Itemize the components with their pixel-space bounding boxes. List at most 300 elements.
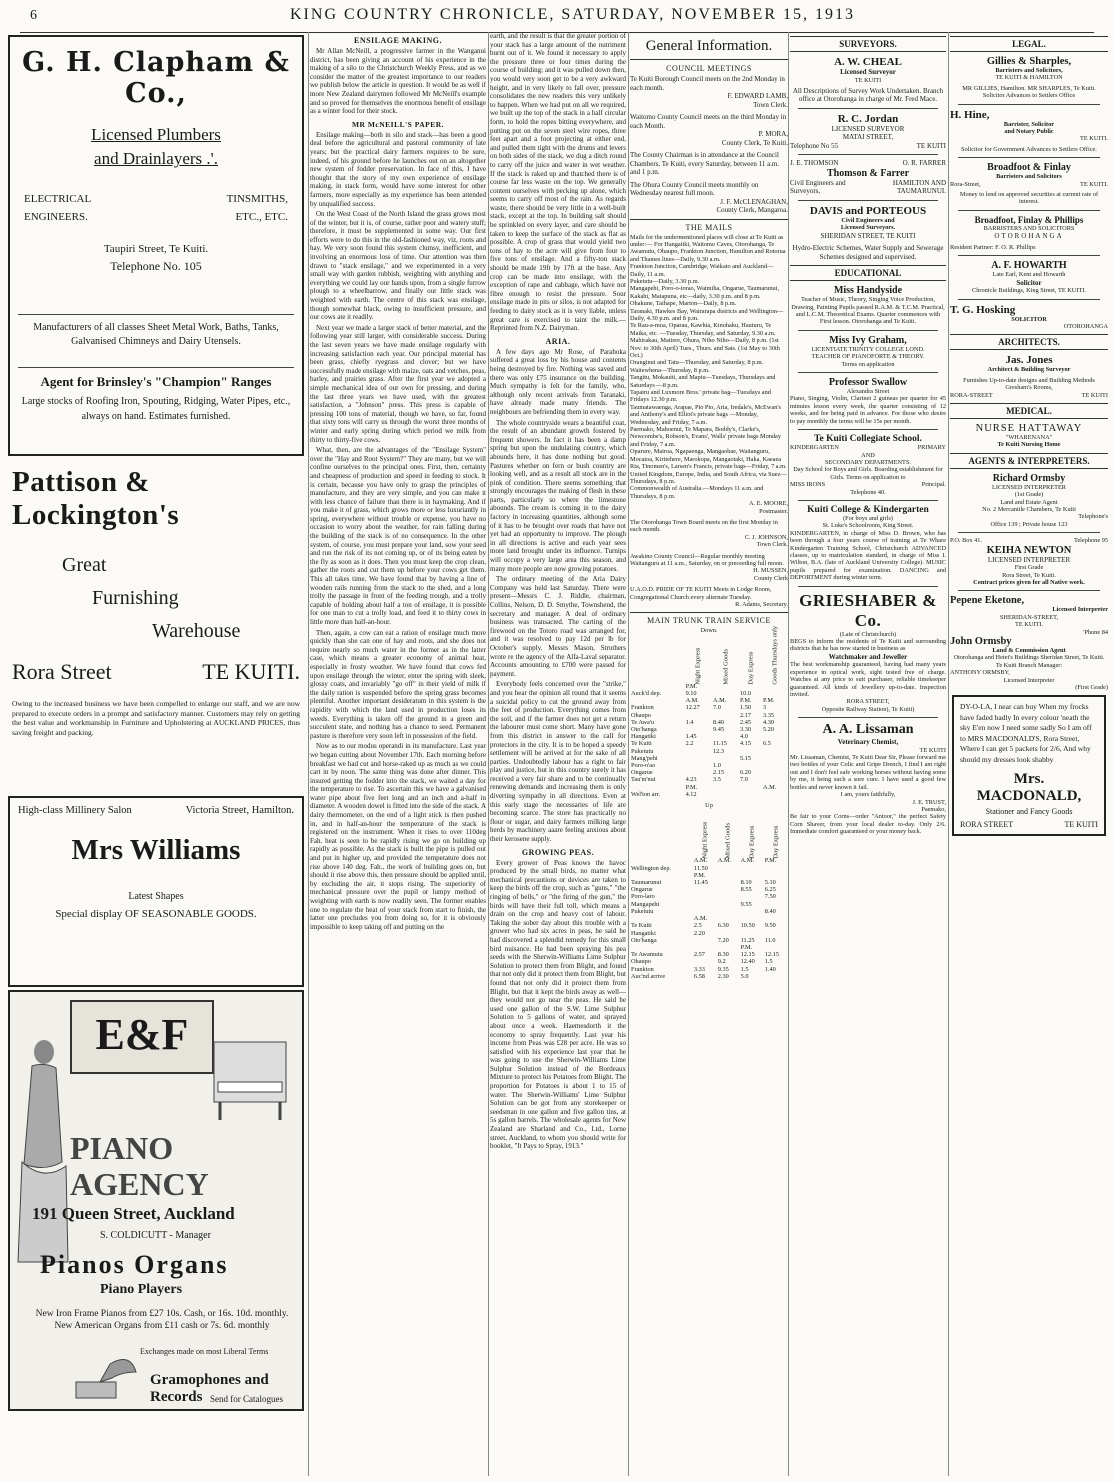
departure-time: 4.23 xyxy=(685,776,697,784)
train-col-header: Day Express xyxy=(748,825,756,859)
divider xyxy=(798,154,938,155)
divider xyxy=(798,500,938,501)
kc-for: (For boys and girls) xyxy=(843,514,893,522)
aria-para: The whole countryside wears a beautiful coat, the result of an abundant growth fostered by frequent showers. In fact it has been a damp spring but upon the undulating country, which abounds here, it has done nothing but good. Pastures whether on fern or bush country are looking well, and as a result all stock are in the pink of condition. There seems something that strongly encourages the making of flesh in these parts, particularly so where the limestone abounds. The cream is coming in to the dairy factory in increasing quantities, although some of it has to be brought over roads that have not yet had an opportunity to improve. The plough in all directions is active and each year sees more land brought under its influence. Turnips will occupy a very large area this season, and many more people are now growing potatoes. xyxy=(490,418,626,573)
notice-sign: F. EDWARD LAMB, xyxy=(727,92,788,100)
departure-time xyxy=(717,893,740,900)
station-name: Te Kuiti xyxy=(631,740,652,748)
coll-sign-left: MISS IRONS xyxy=(790,481,826,489)
departure-time: 2.57 xyxy=(693,951,705,959)
departure-time: 9.35 xyxy=(717,965,729,973)
station-name: Wel'ton arr. xyxy=(631,790,660,798)
john-ormsby-title: Land & Commission Agent xyxy=(992,646,1066,654)
station-name: Hangatiki xyxy=(631,733,656,741)
departure-time: 6.58 xyxy=(693,972,705,980)
departure-time xyxy=(712,755,739,762)
jordan-tel-row xyxy=(790,142,946,151)
clapham-line2: and Drainlayers .'. xyxy=(94,149,218,168)
departure-time: 2.15 xyxy=(712,769,725,777)
collegiate-depts xyxy=(790,444,946,451)
pattison-warehouse: Warehouse xyxy=(152,620,241,642)
train-up-label: Up xyxy=(705,802,713,810)
mails-heading: THE MAILS xyxy=(630,219,788,232)
departure-time xyxy=(685,755,712,762)
nurse-home: "WHARENANA" xyxy=(1005,433,1053,441)
departure-time: 9.45 xyxy=(712,726,725,734)
williams-latest: Latest Shapes xyxy=(128,891,184,902)
lissaman-letter: Mr. Lissaman, Chemist, Te Kuiti Dear Sir, Please forward me two bottles of your Colic and Gripe Drench, I find I am right out and I don't feel safe working horses without having some by me, it being such a sure cure. I have used a good few bottles and never known it fail. xyxy=(790,754,946,791)
departure-time xyxy=(740,908,764,915)
notice-role: Town Clerk. xyxy=(753,100,788,109)
nurse-name: NURSE HATTAWAY xyxy=(975,422,1083,434)
notice-sign: P. MORA, xyxy=(758,130,788,138)
departure-time xyxy=(693,901,717,908)
howarth-late: Late Earl, Kent and Howarth xyxy=(992,271,1066,279)
dp-t2: Licensed Surveyors. xyxy=(840,224,896,232)
departure-time xyxy=(717,872,740,879)
hosking-town: OTOROHANGA xyxy=(1063,322,1108,330)
bf-body: Money to lend on approved securities at current rate of interest. xyxy=(959,191,1099,206)
column-ensilage xyxy=(310,32,486,1476)
jones-address xyxy=(950,392,1108,399)
mail-item: Frankton Junction, Cambridge, Waikato and Auckland—Daily, 11 a.m. xyxy=(630,263,774,278)
notice-text: Waitomo County Council meets on the third Monday in each Month. xyxy=(630,113,787,130)
newton-street: Rora Street, Te Kuiti. xyxy=(1002,571,1056,579)
piano-terms: New Iron Frame Pianos from £27 10s. Cash, or 16s. 10d. monthly. New American Organs from £11 cash or 7s. 6d. monthly xyxy=(35,1309,289,1331)
station-name: Wellington dep. xyxy=(631,864,672,872)
notice-role: County Clerk xyxy=(753,574,788,582)
departure-time: 1.40 xyxy=(764,965,776,973)
timetable-row xyxy=(630,762,788,769)
departure-time xyxy=(764,973,788,980)
coll-left: KINDERGARTEN xyxy=(790,444,839,452)
departure-time xyxy=(712,791,739,798)
timetable-row xyxy=(630,966,788,973)
notice xyxy=(630,181,788,215)
departure-time xyxy=(717,901,740,908)
clapham-telephone: Telephone No. 105 xyxy=(110,259,202,273)
tf-body-right: HAMILTON AND TAUMARUNUI. xyxy=(892,178,946,196)
departure-time: P.M. xyxy=(764,857,777,865)
mail-item: Oparure, Mairoa, Ngapaenga, Mangaobae, Waitanguru, Mocatoa, Kiritehere, Marokopa, Mangaotaki, Haka, Kaeaea Ria, Tinomen's, Larsen's Francis, private bags—Friday, 7 a.m. xyxy=(630,448,787,471)
mail-item: Puketutu—Daily, 3.30 p.m. xyxy=(630,277,700,285)
jones-town: TE KUITI xyxy=(1081,391,1108,399)
ormsby-t2: (1st Grade) xyxy=(1014,491,1044,499)
station-name xyxy=(630,784,685,791)
departure-time: 8.40 xyxy=(764,907,776,915)
mail-item: Mails for the undermentioned places will close at Te Kuiti as under:— For Hangatiki, Waitomo Caves, Otorohanga, Te Awamutu, Ohaupo, Frankton Junction, Hamilton and Rotorua and Thames lines—Daily, 9.30 a.m. xyxy=(630,233,786,263)
departure-time xyxy=(693,944,717,951)
newton-box: P.O. Box 41. xyxy=(950,537,983,545)
pianos-organs: Pianos Organs xyxy=(40,1250,229,1279)
departure-time: 5.20 xyxy=(763,726,775,734)
lissaman-place: Paemako, xyxy=(921,805,946,813)
john-ormsby-name: John Ormsby xyxy=(950,635,1012,647)
departure-time xyxy=(740,865,764,872)
timetable-row xyxy=(630,922,788,929)
timetable-row xyxy=(630,937,788,944)
architects-heading: ARCHITECTS. xyxy=(950,334,1108,350)
pianist-illustration xyxy=(14,1022,70,1272)
mail-item: Taranaki, Hawkes Bay, Wairarapa districts and Wellington—Daily, 4.30 p.m. and 8 p.m. xyxy=(630,307,784,322)
aria-para: The ordinary meeting of the Aria Dairy Company was held last Saturday. There were present—Messrs C. J. Riddle, chairman, Collins, Nelson, D. D. Smythe, Townshend, the secretary and manager. A deal of ordinary business was transacted. The carting of the firewood on the Totoro road was arranged for, and it was resolved to pay 12d per lb for October's supply. Messrs Mason, Struthers wrote re the agency of the Alfa-Laval separator. Accounts amounting to £700 were passed for payment. xyxy=(490,575,626,678)
pattison-name: Pattison & Lockington's xyxy=(12,466,180,531)
awakino-notice xyxy=(630,553,788,583)
mail-item: Mangapehi, Poro-o-torao, Waimiha, Ongarue, Taumarunui, Kakahi, Matapuna, etc—daily, 3.30 p.m. and 8 p.m. xyxy=(630,285,780,300)
column-rule xyxy=(488,32,489,1476)
jordan-tel: Telephone No 55 xyxy=(790,141,839,150)
cheal-name: A. W. CHEAL xyxy=(834,56,902,68)
williams-left: High-class Millinery Salon xyxy=(18,805,132,816)
dp-body: Hydro-Electric Schemes, Water Supply and Sewerage Schemes designed and supervised. xyxy=(792,244,944,261)
train-heading: MAIN TRUNK TRAIN SERVICE xyxy=(630,612,788,625)
departure-time xyxy=(764,915,788,922)
departure-time: A.M. xyxy=(693,915,708,923)
departure-time xyxy=(762,791,788,798)
departure-time: 2.2 xyxy=(685,740,694,748)
ormsby-t1: LICENSED INTERPRETER xyxy=(992,483,1066,491)
mail-item: United Kingdom, Europe, India, and South Africa, via Suez—Thursdays, 8 p.m. xyxy=(630,470,787,485)
train-col-header: Mixed Goods xyxy=(721,648,729,685)
departure-time xyxy=(693,886,717,893)
timetable-row xyxy=(630,908,788,915)
departure-time: 1.5 xyxy=(740,965,749,973)
pattison-furnishing: Furnishing xyxy=(92,587,179,609)
station-name: Puketutu xyxy=(631,747,654,755)
timetable-row xyxy=(630,690,788,697)
mail-item: Paemako, Mahoenui, Te Mapara, Boddy's, Clarke's, Newcombe's, Robson's, Evans', Walls' private bags Monday and Friday, 7 a.m. xyxy=(630,426,781,448)
pepene-phone: 'Phone 84 xyxy=(1083,628,1108,636)
piano-agency-title: PIANO AGENCY xyxy=(70,1130,209,1202)
departure-time: 2.45 xyxy=(740,718,752,726)
lissaman-foot: Be fair to your Corns—order "Antoor," the perfect Safety Corn Shaver, from your local dealer to-day. Only 2/6. Immediate comfort guaranteed or your money back. xyxy=(790,813,946,836)
pepene-title: Licensed Interpreter xyxy=(1052,606,1108,614)
departure-time: A.M. xyxy=(763,783,777,791)
departure-time: 9.2 xyxy=(717,958,726,966)
timetable-row xyxy=(630,719,788,726)
departure-time xyxy=(762,748,788,755)
aria-para: Everybody feels concerned over the "strike," and you hear the opinion all round that it seems a suicidal policy to cut the ground away from the feet of production. Everything comes from the soil, and if the farmer does not get a return the labourer must come short. Many have gone from this district in answer to the call for protectors in the city. It is to be hoped a speedy settlement will be arrived at for the sake of all parties. Undoubtedly labour has a right to fair play and justice, but in this country surely it has received a very fair share and to be continually renewing demands and increasing them is only diverting sympathy in all directions. Even at this early stage the necessaries of life are becoming scarce. The store has practically no flour or sugar, and dairy farmers milking large herds by machinery aaare feeling anxious about their kerosene supply. xyxy=(490,680,626,844)
timetable-row xyxy=(630,704,788,711)
tf-right: O. R. FARRER xyxy=(902,159,946,168)
departure-time xyxy=(685,762,712,769)
swallow-body: Piano, Singing, Violin, Clarinet 2 guineas per quarter for 45 minutes lesson every week, the quarter consisting of 12 weeks, and fee being paid in advance. For those who desire to pay monthly the terms will be 15s per month. xyxy=(790,395,946,425)
station-name xyxy=(630,683,685,690)
john-ormsby-branch: Te Kuiti Branch Manager: xyxy=(995,661,1063,669)
departure-time: 7.50 xyxy=(764,893,776,901)
departure-time: 11.15 xyxy=(712,740,727,748)
station-name xyxy=(630,915,693,922)
clapham-agent: Agent for Brinsley's "Champion" Ranges xyxy=(18,367,294,390)
ensilage-para: Mr Allan McNeill, a progressive farmer in the Wanganui district, has been giving an account of his experience in the making of a silo to the Christchurch Weekly Press, and as we consider the matter of the greatest importance to our readers we publish below the article in question. It would be as well if more New Zealand dairymen followed Mr McNeill's example and so proved for themselves the enormous benefit of ensilage as a winter food for their stock. xyxy=(310,47,486,116)
peas-heading: GROWING PEAS. xyxy=(521,847,595,857)
timetable-row xyxy=(630,857,788,864)
clapham-right2: ETC., ETC. xyxy=(235,211,288,223)
ensilage-para: Now as to our modus operandi in its manufacture. Last year we began cutting about November 17th. Each morning before breakfast we had cut and horse-raked up as much as we could cart in by noon. The same thing was done after dinner. This insured getting the fodder into the stack, we waited a day for the temperature to rise. To ascertain this we have a galvanised water pipe about five feet long and an inch and a-half in diameter. A wooden dowel is fitted into the side of the stack. A dairy thermometer, on the end of a light stick is then pushed in, and in half-an-hour the temperature of the stack is registered on the instrument. When it rises to over 110deg Fah. heat is seen to be rapidly rising we go on building up rapidly as possible. As the stack is built the pipe is pulled out and put in higher up, and provided the temperature does not rise above 140 deg. Fah., the work of building goes on, but should it rise above this, then pressure should be applied until, by excluding the air, it stops rising. The superiority of mechanical pressure over the pupil or lumpy method of weighting with earth is now readily seen. The former enables one to regulate the heat of your stack from start to finish, the latter one precludes you from doing so, for it is obviously impossible to keep taking off and putting on the xyxy=(310,742,486,931)
departure-time xyxy=(740,872,764,879)
departure-time: 5.0 xyxy=(740,972,749,980)
lissaman-title: Veterinary Chemist, xyxy=(837,738,899,747)
nurse-sub: Te Kuiti Nursing Home xyxy=(997,441,1061,449)
ef-logo: E&F xyxy=(70,1000,214,1074)
dyola-name: Mrs. MACDONALD, xyxy=(976,771,1082,805)
station-name: Auck'd dep. xyxy=(631,690,662,698)
peas-para: Every grower of Peas knows the havoc produced by the small birds, no matter what mechanical precautions or devices are taken to keep the birds off the crop, such as "guns," "the ringing of bells," or "the firing of the gun," the birds will have their full toll, which means a drain on the crop and heavy cost of labour. Taking the sober day about this trouble with a grower who had six acres in peas, he said he had discovered a splendid remedy for this small bird nuisance. He had been spraying his pea seeds with the Sherwin-Williams Lime Sulphur Solution to protect them from Blight, and found that not only did it protect them from Blight, but found that not only did it protect them from Blight, but that it kept the birds away as well—they would not go near the peas. He said he used one gallon of the S.W. Lime Sulphur Solution to 5 gallons of water, and sprayed about once a week. Haemesdorth it the economy to spray frequently. Last year his income from Peas was £28 per acre. He was so satisfied with his experience last year that he was going to use the Sherwin-Williams Lime Sulphur Solution instead of the Bordeaux Mixture to protect his Potatoes from Blight. The proportion for Potatoes is about 1 to 15 of water. The Sherwin-Williams' Lime Sulphur Solution can be got from any storekeeper or seedsman in one gallon and five gallon tins, at 5s gallon barrels. The wholesale agents for New Zealand are Sharland and Co., Ltd., Lorne street, Auckland, to whom you should write for booklet, "It Pays to Spray, 1913." xyxy=(490,858,626,1151)
hosking-name: T. G. Hosking xyxy=(950,303,1016,316)
departure-time: A.M. xyxy=(717,857,732,865)
departure-time xyxy=(685,748,712,755)
clapham-stocks: Large stocks of Roofing Iron, Spouting, Ridging, Water Pipes, etc., always on hand. Estimates furnished. xyxy=(21,396,291,422)
station-name: Mang'pehi xyxy=(631,754,658,762)
notice-sign: R. Adams, Secretary. xyxy=(735,601,788,608)
pepene-name: Pepene Eketone, xyxy=(950,595,1025,607)
williams-display: Special display OF SEASONABLE GOODS. xyxy=(55,908,257,920)
gs-adv: Solicitor Advances to Settlers Office xyxy=(982,92,1076,100)
station-name: Te Awamutu xyxy=(631,951,663,959)
jones-body: Furnishes Up-to-date designs and Building Methods Gresham's Rooms, xyxy=(963,376,1095,392)
departure-time xyxy=(685,769,712,776)
departure-time: 9.10 xyxy=(685,690,697,698)
jones-name: Jas. Jones xyxy=(1005,354,1053,367)
departure-time xyxy=(712,712,739,719)
station-name: Mangapehi xyxy=(631,900,660,908)
dyola-foot xyxy=(960,820,1098,829)
divider xyxy=(798,372,938,373)
ormsby-tel: Telephone's xyxy=(1078,513,1108,521)
hine-town: TE KUITI. xyxy=(1080,135,1108,143)
dp-name: DAVIS and PORTEOUS xyxy=(809,204,927,217)
departure-time xyxy=(717,865,740,872)
agents-heading: AGENTS & INTERPRETERS. xyxy=(950,453,1108,469)
timetable-row xyxy=(630,886,788,893)
departure-time xyxy=(762,762,788,769)
departure-time xyxy=(693,893,717,900)
station-name: Ongarue xyxy=(631,769,653,777)
handyside-name: Miss Handyside xyxy=(833,285,903,297)
departure-time: 5.15 xyxy=(740,754,752,762)
train-col-header: Day Express xyxy=(772,825,780,859)
piano-send: Send for Catalogues xyxy=(210,1394,283,1404)
departure-time: 2.5 xyxy=(693,922,702,930)
departure-time: 4.30 xyxy=(763,718,775,726)
departure-time: 2.20 xyxy=(693,929,705,937)
departure-time: P.M. xyxy=(685,783,698,791)
departure-time xyxy=(762,690,788,697)
john-ormsby-mgr: ANTHONY ORMSBY, xyxy=(950,669,1010,677)
clapham-line1: Licensed Plumbers xyxy=(91,125,221,144)
pepene-street: SHERIDAN-STREET, xyxy=(999,613,1059,621)
clapham-ad xyxy=(8,35,304,456)
ormsby-t3: Land and Estate Agent xyxy=(1000,498,1058,506)
notice-text: The Ohura County Council meets monthly on Wednesday nearest full moon. xyxy=(630,180,759,197)
departure-time: P.M. xyxy=(740,697,752,705)
bf-town: TE KUITI. xyxy=(1080,180,1108,188)
graham-t2: TEACHER OF PIANOFORTE & THEORY. xyxy=(811,353,925,361)
departure-time: 1.50 xyxy=(740,704,752,712)
pattison-street: Rora Street xyxy=(12,659,112,684)
howarth-title: Solicitor xyxy=(1016,278,1042,287)
departure-time: 7.0 xyxy=(740,776,748,784)
mail-item: Commonwealth of Australia.—Mondays 11 a.m. and Thursdays, 8 p.m. xyxy=(630,485,764,500)
newton-name: KEIHA NEWTON xyxy=(986,544,1072,556)
grieshaber-street: RORA STREET, xyxy=(846,698,890,706)
hine-body: Solicitor for Government Advances to Settlers Office. xyxy=(961,145,1097,153)
coll-sec: SECONDARY DEPARTMENTS. xyxy=(825,458,911,466)
notice-role: County Clerk, Te Kuiti. xyxy=(721,138,788,147)
departure-time: 12.3 xyxy=(712,747,725,755)
timetable-row xyxy=(630,769,788,776)
divider xyxy=(958,255,1100,256)
williams-ad xyxy=(8,796,304,987)
tf-body xyxy=(790,179,946,196)
departure-time: 6.5 xyxy=(763,740,771,748)
pattison-note: Owing to the increased business we have been compelled to enlarge our staff, and we are now prepared to execute orders in a prompt and satisfactory manner. Customers may rely on getting the best value and workmanship in Furniture and Upholstering at AUCKLAND PRICES, thus saving freight and packing. xyxy=(12,699,300,737)
pepene-town: TE KUITI. xyxy=(1015,621,1043,629)
bf-title: Barristers and Solicitors xyxy=(996,173,1062,181)
pattison-great: Great xyxy=(62,554,107,576)
departure-time: 12.15 xyxy=(764,951,779,959)
tf-body-left: Civil Engineers and Surveyors, xyxy=(790,178,846,196)
departure-time: 3 xyxy=(763,704,767,712)
departure-time: 6.25 xyxy=(764,886,776,894)
departure-time: 1.4 xyxy=(685,718,694,726)
general-heading: General Information. xyxy=(630,38,788,60)
dp-t1: Civil Engineers and xyxy=(841,216,895,224)
station-name xyxy=(630,857,693,864)
departure-time xyxy=(740,915,764,922)
station-name xyxy=(630,697,685,704)
howarth-name: A. F. HOWARTH xyxy=(991,260,1067,272)
departure-time: 6.30 xyxy=(717,922,729,930)
station-name xyxy=(630,944,693,951)
aria-para: A few days ago Mr Rose, of Parahoka suffered a great loss by his house and contents being destroyed by fire. Nothing was saved and there was only £75 insurance on the building. Much sympathy is felt for the family, who, although only recent arrivals from Taranaki, have already made many friends. The neighbours are befriending them in every way. xyxy=(490,347,626,416)
jordan-town: TE KUITI xyxy=(916,141,946,150)
notice-text: The County Chairman is in attendance at the Council Chambers, Te Kuiti, every Saturday, between 11 a.m. and 1 p.m. xyxy=(630,151,780,176)
hine-name: H. Hine, xyxy=(950,108,990,121)
coll-right: PRIMARY xyxy=(917,444,946,452)
departure-time: 1.5 xyxy=(764,958,773,966)
departure-time: A.M. xyxy=(685,697,699,705)
column-rule xyxy=(308,32,309,1476)
bfp-name: Broadfoot, Finlay & Phillips xyxy=(974,214,1084,225)
ensilage-para: What, then, are the advantages of the "Ensilage System" over the "Hay and Root System?" They are many, but we will confine ourselves to the principal ones. First, then, certainty and cheapness of production and speed in feeding to stock. It is certain, because you have only to grasp the principles of manufacture, and they are very simple, and you can make it with less chance of failure than there is in haymaking. And if you make it of grass, which grows more or less luxuriantly in spring, everywhere without trouble or expense, you have no occasion to worry about the weather, for rain falling during the building of the stack is of no consequence. In the other system, of course, you must prepare your land, sow your seed and run the risk of its not coming up, or of its being eaten by the fly as soon as it does. Then you must keep the crop clean, gather the roots and cut them up before your cows get them. This all takes time. We have found that by having a line of wooden rails running from the stack to the shed, and a long trolly the passage in front of the feeding trough, and a trolly capable of holding about half a ton of ensilage, it is possible for one man to cut a trolly load, and feed it to thirty cows in little more than half-an-hour. xyxy=(310,446,486,626)
timetable-row xyxy=(630,683,788,690)
mail-item: Mahirakau, Matiere, Ohura, Niho Niho—Daily, 8 p.m. (1st Nov. to 30th April) Tues., Thurs. and Sats. (1st May to 30th Oct.) xyxy=(630,337,780,359)
departure-time: A.M. xyxy=(693,857,708,865)
jordan-street: MATAI STREET, xyxy=(842,133,894,142)
departure-time: 11.50 xyxy=(693,864,708,872)
departure-time xyxy=(764,872,788,879)
departure-time: 11.45 xyxy=(693,879,708,887)
timetable-row xyxy=(630,726,788,733)
dyola-town: TE KUITI xyxy=(1064,820,1098,830)
bf-street: Rora-Street, xyxy=(950,180,981,188)
tf-partners xyxy=(790,159,946,168)
notice-role: Town Clerk. xyxy=(756,541,788,549)
hine-t2: and Notary Public xyxy=(1004,128,1054,136)
notice xyxy=(630,151,788,177)
station-name: Hangatiki xyxy=(631,929,656,937)
mails-role: Postmaster. xyxy=(759,507,788,515)
newton-grade: First Grade xyxy=(1014,564,1044,572)
departure-time xyxy=(764,930,788,937)
column-ads-left xyxy=(6,32,306,1476)
departure-time: P.M. xyxy=(763,697,775,705)
divider xyxy=(958,104,1100,105)
station-name: Puketutu xyxy=(631,907,654,915)
kc-where: St. Luke's Schoolroom, King Street. xyxy=(822,522,914,530)
mails-sign: A. E. MOORE, xyxy=(748,500,788,508)
train-col-header: Night Express xyxy=(701,821,709,859)
graham-t1: LICENTIATE TRINITY COLLEGE LOND. xyxy=(811,345,925,353)
departure-time: 3.35 xyxy=(763,711,775,719)
grieshaber-opp: Opposite Railway Station), Te Kuiti) xyxy=(821,705,915,713)
divider xyxy=(798,330,938,331)
divider xyxy=(958,157,1100,158)
pattison-ad xyxy=(6,466,306,836)
tf-left: J. E. THOMSON xyxy=(790,159,839,168)
column-legal xyxy=(950,32,1108,1476)
notice-text: U.A.O.D. PRIDE OF TE KUITI Meets in Lodge Room, Congregational Church every alternate Tuesday. xyxy=(630,586,772,601)
departure-time xyxy=(762,776,788,783)
divider xyxy=(958,210,1100,211)
ormsby-office: Office 139 ; Private house 123 xyxy=(990,520,1068,528)
uaod-notice xyxy=(630,586,788,608)
station-name: Te Awa'u xyxy=(631,718,655,726)
clapham-right1: TINSMITHS, xyxy=(226,193,288,205)
station-name: Oto'hanga xyxy=(631,936,657,944)
departure-time xyxy=(740,930,764,937)
cheal-town: TE KUITI xyxy=(854,76,882,84)
departure-time: 1.45 xyxy=(685,733,697,741)
departure-time: 3.30 xyxy=(740,726,752,734)
divider xyxy=(798,108,938,109)
aria-heading: ARIA. xyxy=(545,336,571,346)
station-name: Poro-laro xyxy=(631,893,655,901)
timetable-row xyxy=(630,893,788,900)
departure-time: 3.5 xyxy=(712,776,721,784)
mail-item: Ohakune, Taihape, Marton—Daily, 8 p.m. xyxy=(630,300,737,308)
departure-time xyxy=(717,915,740,922)
divider xyxy=(958,532,1100,533)
graham-terms: Terms on application xyxy=(841,360,895,368)
ormsby-addr: No. 2 Mercantile Chambers, Te Kuiti xyxy=(982,505,1076,513)
ensilage-para: Next year we made a larger stack of better material, and the following year still larger, with considerable success. During the last seven years we have made ensilage regularly with increasing satisfaction each year. Our principal material has been grass, chiefly ryegrass and clover; but we have successfully made ensilage with maize, oats and vetches, peas, barley, and prairies grass. After the first year we adopted a simple mechanical idea of our own for pressing, and during the last three years we have used, with the greatest satisfaction, a "Johnson" press. This press is capable of pressing 100 tons of material, though we have, so far, found that sixty tons will carry us through the worst three months of winter and early spring during which period we milk from thirty to thirty-five cows. xyxy=(310,323,486,444)
departure-time: 2.30 xyxy=(717,972,729,980)
hine-t1: Barrister, Solicitor xyxy=(1003,120,1055,128)
masthead-title: KING COUNTRY CHRONICLE, SATURDAY, NOVEMBER 15, 1913 xyxy=(290,6,855,23)
divider xyxy=(798,586,938,587)
bf-address xyxy=(950,181,1108,188)
station-name: Poro-o'ao xyxy=(631,762,656,770)
williams-right: Victoria Street, Hamilton. xyxy=(185,805,294,816)
legal-heading: LEGAL. xyxy=(950,36,1108,52)
departure-time: 8.55 xyxy=(740,886,752,894)
jordan-title: LICENSED SURVEYOR xyxy=(831,124,905,133)
departure-time: P.M. xyxy=(693,871,706,879)
pattison-town: TE KUITI. xyxy=(202,659,300,684)
departure-time: 1.0 xyxy=(712,762,721,770)
column-professional xyxy=(790,32,946,1476)
departure-time: 9.55 xyxy=(740,900,752,908)
bfp-title: BARRISTERS AND SOLICITORS xyxy=(983,224,1075,232)
notice-text: Awakino County Council—Regular monthly meeting Waitanguru at 11 a.m., Saturday, on or preceeding full moon. xyxy=(630,552,784,567)
pattison-address xyxy=(12,659,300,685)
clapham-row1 xyxy=(24,193,288,205)
ensilage-subhead: MR McNEILL'S PAPER. xyxy=(351,119,445,129)
departure-time xyxy=(685,712,712,719)
departure-time xyxy=(739,748,762,755)
